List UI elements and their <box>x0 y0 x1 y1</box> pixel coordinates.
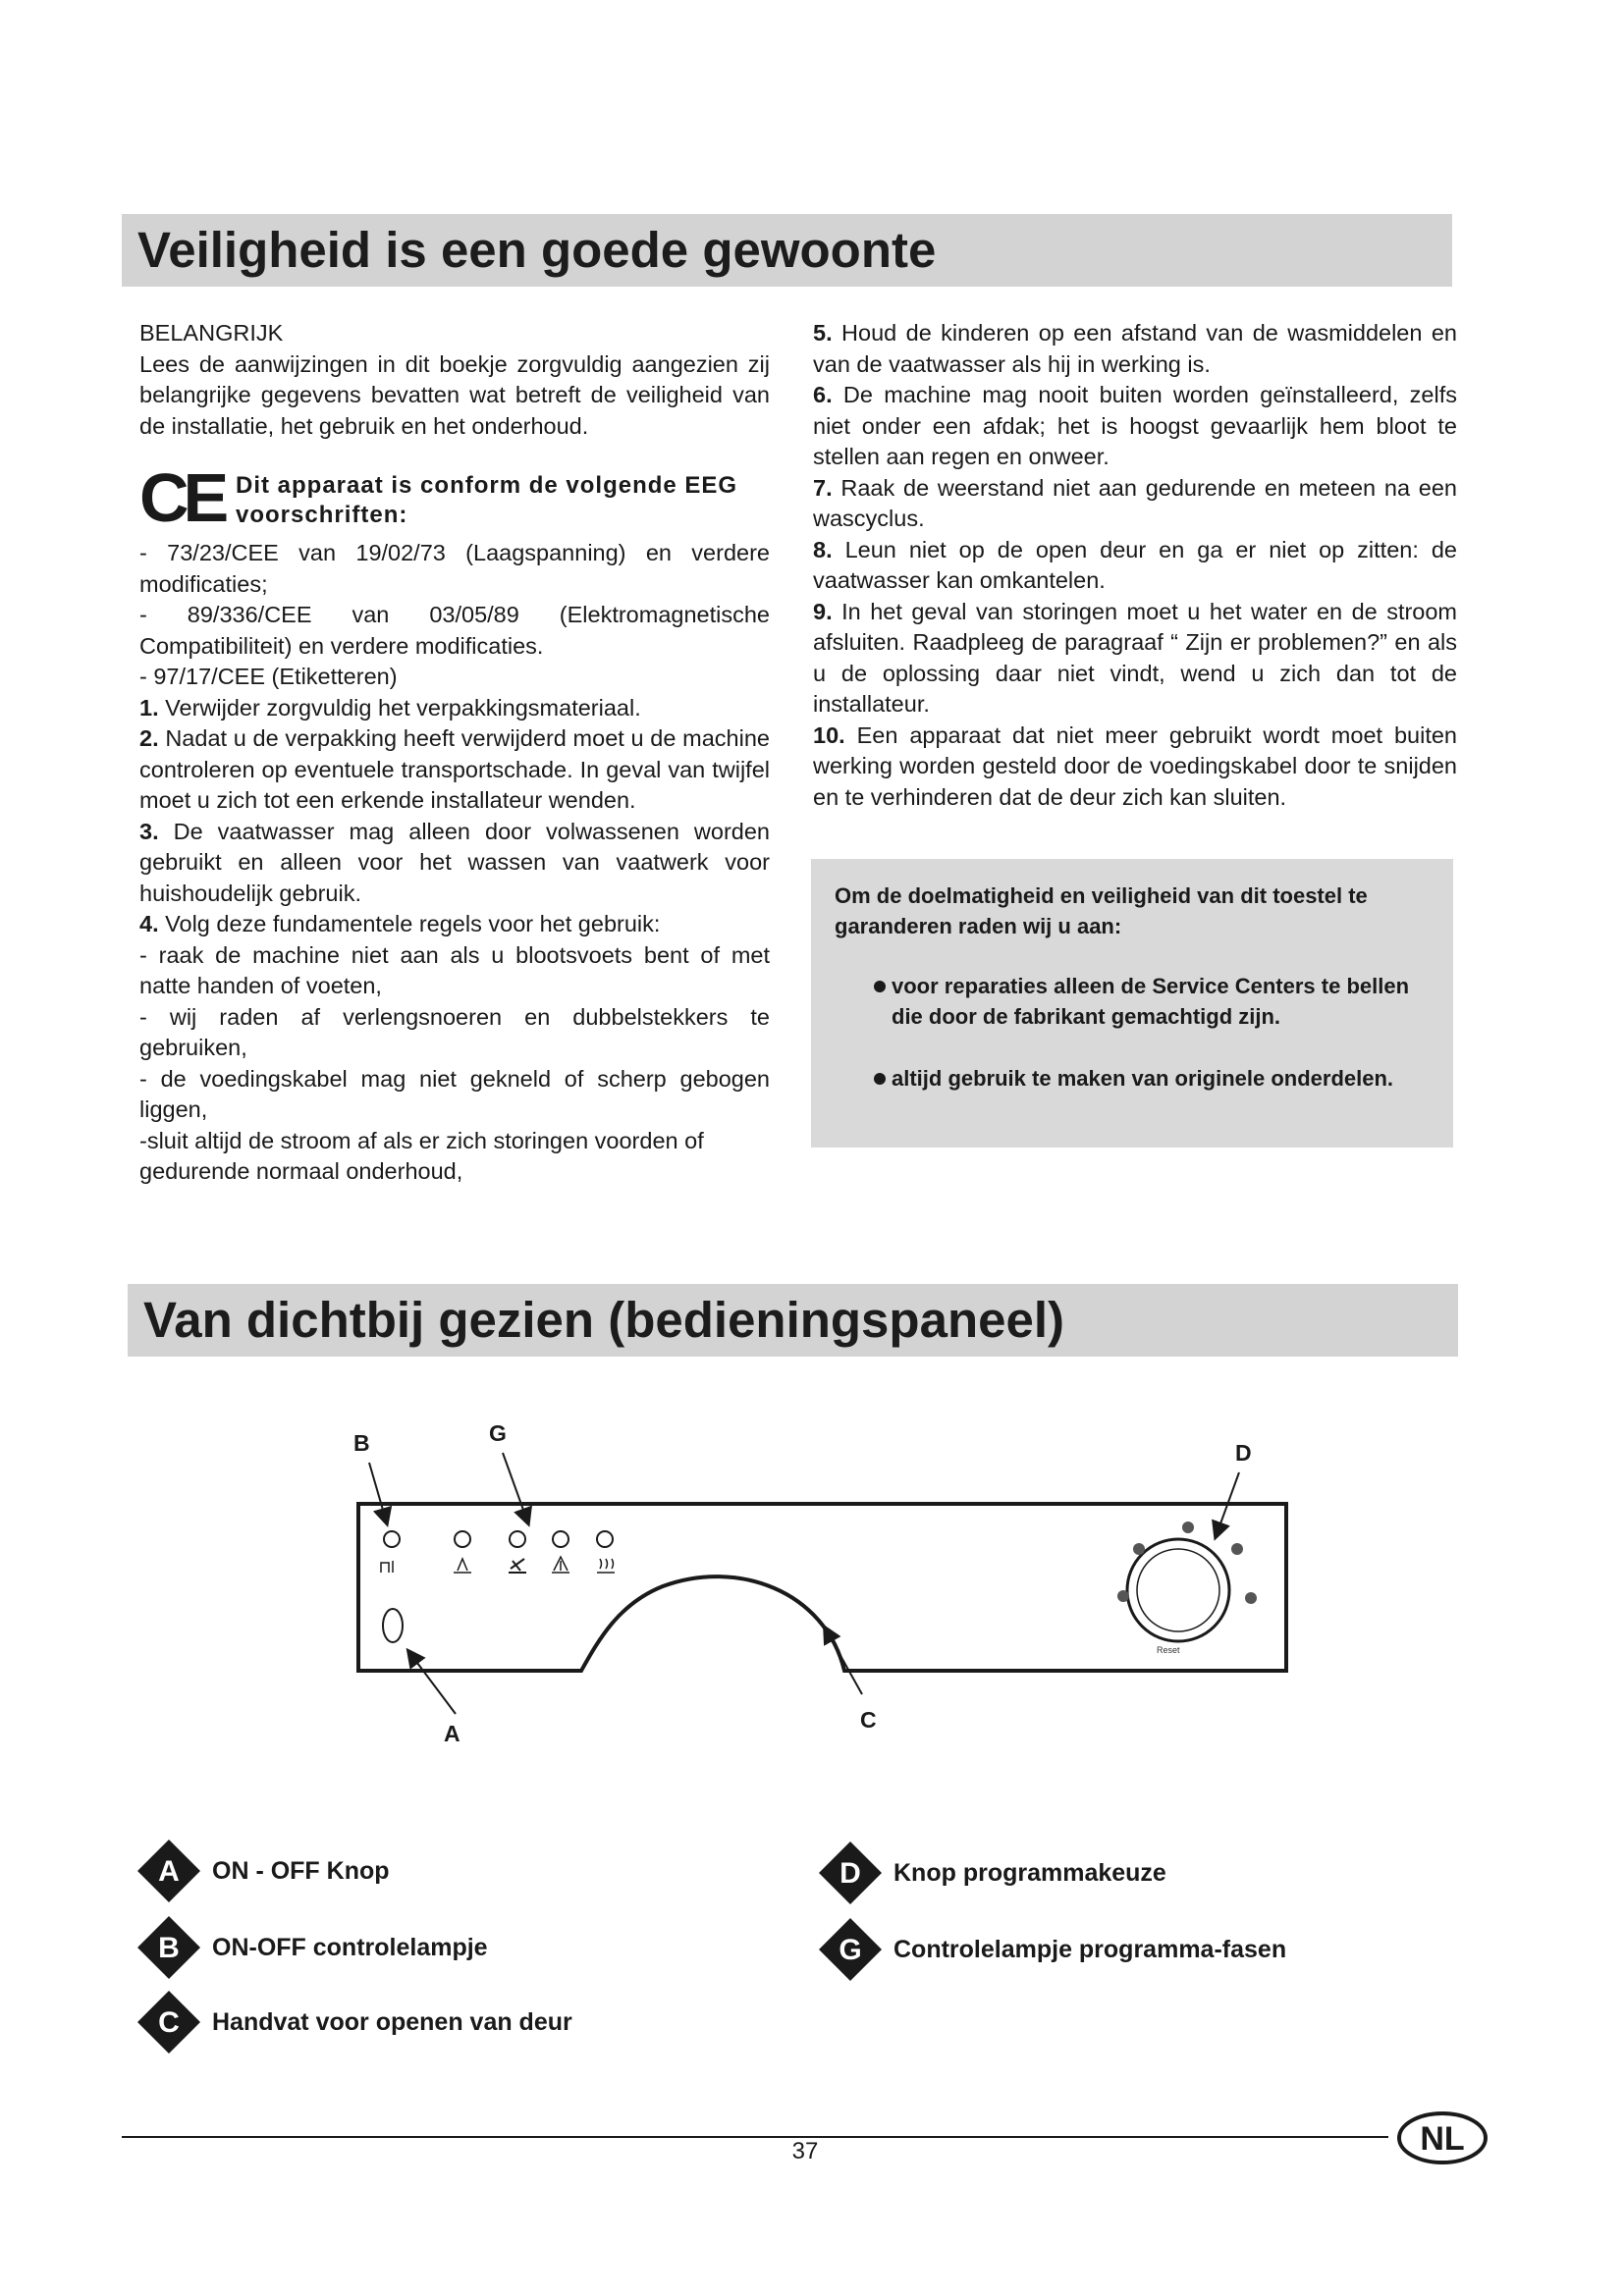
legend-g-badge-icon <box>817 1916 884 1983</box>
callout-d: D <box>1235 1440 1252 1466</box>
ce-mark-icon: CE <box>139 459 224 536</box>
callout-a: A <box>444 1721 460 1746</box>
item-4 <box>139 909 770 940</box>
phase-lamp-1 <box>455 1531 470 1547</box>
legend-c-text: Handvat voor openen van deur <box>212 2008 572 2036</box>
item-7 <box>813 473 1457 535</box>
rule-2: - wij raden af verlengsnoeren en dubbelstekkers te gebruiken, <box>139 1003 770 1060</box>
reset-label: Reset <box>1157 1645 1180 1655</box>
item-1 <box>139 693 770 724</box>
item-4-number: 4. <box>139 911 159 936</box>
leader-c <box>825 1628 862 1694</box>
ce-heading: Dit apparaat is conform de volgende EEG voorschriften: <box>236 472 738 528</box>
on-off-lamp <box>384 1531 400 1547</box>
control-panel-outline <box>358 1504 1286 1671</box>
item-6 <box>813 380 1457 473</box>
legend-b <box>135 1914 685 1983</box>
program-knob-inner <box>1137 1549 1219 1631</box>
legend-b-badge-icon <box>135 1914 202 1981</box>
advice-bullet-2 <box>835 1063 1432 1094</box>
language-badge-text: NL <box>1420 2120 1465 2158</box>
item-9-number: 9. <box>813 598 833 624</box>
language-badge-icon <box>1396 2110 1489 2165</box>
advice-intro: Om de doelmatigheid en veiligheid van dit toestel te garanderen raden wij u aan: <box>835 883 1368 938</box>
safety-right-column <box>813 318 1457 813</box>
item-1-text: Verwijder zorgvuldig het verpakkingsmateriaal. <box>165 694 641 721</box>
legend-d-badge-icon <box>817 1840 884 1906</box>
advice-bullet-1-text: voor reparaties alleen de Service Centers te bellen die door de fabrikant gemachtigd zijn. <box>892 974 1410 1029</box>
legend-c <box>135 1989 685 2057</box>
rinse-symbol-icon <box>552 1557 569 1573</box>
advice-bullet-1 <box>835 971 1432 1032</box>
callout-g: G <box>489 1420 507 1446</box>
directive-1: - 73/23/CEE van 19/02/73 (Laagspanning) en verdere modificaties; <box>139 540 770 597</box>
item-8-text: Leun niet op de open deur en ga er niet op zitten: de vaatwasser kan omkantelen. <box>813 536 1457 593</box>
item-9 <box>813 597 1457 721</box>
safety-section-title: Veiligheid is een goede gewoonte <box>122 214 1452 287</box>
rule-1: - raak de machine niet aan als u blootsvoets bent of met natte handen of voeten, <box>139 941 770 998</box>
item-7-number: 7. <box>813 474 833 501</box>
callout-c: C <box>860 1707 877 1733</box>
item-5-number: 5. <box>813 320 833 346</box>
legend-d <box>817 1840 1406 1908</box>
legend-d-text: Knop programmakeuze <box>893 1859 1166 1887</box>
page-number: 37 <box>791 2138 819 2164</box>
item-9-text: In het geval van storingen moet u het water en de stroom afsluiten. Raadpleeg de paragraaf “ Zijn er problemen?” en als u de oplossing daar niet vindt, wend u zich dan tot de installateur. <box>813 598 1458 717</box>
ce-conformity-block <box>139 459 770 538</box>
legend-c-letter: C <box>158 2006 180 2039</box>
item-5-text: Houd de kinderen op een afstand van de wasmiddelen en van de vaatwasser als hij in werking is. <box>813 320 1458 377</box>
directive-2: - 89/336/CEE van 03/05/89 (Elektromagnetische Compatibiliteit) en verdere modificaties. <box>139 602 770 659</box>
advice-box <box>811 859 1453 1148</box>
rule-4: -sluit altijd de stroom af als er zich storingen voorden of gedurende normaal onderhoud, <box>139 1127 704 1184</box>
dry-symbol-icon <box>597 1559 615 1573</box>
legend-a-text: ON - OFF Knop <box>212 1857 390 1885</box>
item-6-number: 6. <box>813 382 833 407</box>
leader-a <box>408 1651 456 1714</box>
prewash-symbol-icon <box>454 1559 471 1573</box>
item-2-number: 2. <box>139 725 159 751</box>
item-10-text: Een apparaat dat niet meer gebruikt wordt moet buiten werking worden gesteld door de voedingskabel door te snijden en te verhinderen dat de deur zich kan sluiten. <box>813 721 1457 810</box>
item-3-number: 3. <box>139 818 159 844</box>
item-5 <box>813 318 1457 380</box>
intro-paragraph: Lees de aanwijzingen in dit boekje zorgvuldig aangezien zij belangrijke gegevens bevatten wat betreft de veiligheid van de installatie, het gebruik en het onderhoud. <box>139 350 770 439</box>
item-10-number: 10. <box>813 721 845 748</box>
safety-left-column <box>139 318 770 1188</box>
legend-a <box>135 1838 685 1906</box>
control-panel-diagram <box>324 1394 1306 1767</box>
program-symbol-icon <box>1117 1522 1257 1604</box>
legend-g-text: Controlelampje programma-fasen <box>893 1936 1287 1963</box>
item-3 <box>139 817 770 910</box>
phase-lamp-2 <box>510 1531 525 1547</box>
wash-symbol-icon <box>509 1559 526 1573</box>
program-knob-shape <box>1127 1539 1229 1641</box>
leader-g <box>503 1453 528 1523</box>
callout-b: B <box>353 1430 370 1456</box>
item-3-text: De vaatwasser mag alleen door volwassenen worden gebruikt en alleen voor het wassen van vaatwerk voor huishoudelijk gebruik. <box>139 818 770 906</box>
legend-b-letter: B <box>158 1932 180 1964</box>
directive-3: - 97/17/CEE (Etiketteren) <box>139 664 398 689</box>
item-1-number: 1. <box>139 694 159 721</box>
item-6-text: De machine mag nooit buiten worden geïnstalleerd, zelfs niet onder een afdak; het is hoogst gevaarlijk hem bloot te stellen aan regen en onweer. <box>813 382 1457 469</box>
legend-a-letter: A <box>158 1855 180 1888</box>
important-heading: BELANGRIJK <box>139 320 284 346</box>
item-2 <box>139 723 770 817</box>
legend-g-letter: G <box>839 1934 862 1966</box>
item-2-text: Nadat u de verpakking heeft verwijderd moet u de machine controleren op eventuele transportschade. In geval van twijfel moet u zich tot een erkende installateur wenden. <box>139 725 770 813</box>
item-10 <box>813 721 1457 814</box>
legend-c-badge-icon <box>135 1989 202 2056</box>
legend-g <box>817 1916 1406 1985</box>
control-panel-section-title: Van dichtbij gezien (bedieningspaneel) <box>128 1284 1458 1357</box>
item-8-number: 8. <box>813 536 833 562</box>
legend-d-letter: D <box>839 1857 861 1890</box>
bullet-icon <box>874 1073 886 1085</box>
item-8 <box>813 535 1457 597</box>
power-symbol-icon <box>381 1561 393 1573</box>
footer-rule <box>122 2136 1388 2138</box>
rule-3: - de voedingskabel mag niet gekneld of scherp gebogen liggen, <box>139 1065 770 1122</box>
on-off-button-shape <box>383 1609 403 1642</box>
phase-lamp-3 <box>553 1531 568 1547</box>
item-4-text: Volg deze fundamentele regels voor het gebruik: <box>165 911 661 936</box>
bullet-icon <box>874 981 886 992</box>
item-7-text: Raak de weerstand niet aan gedurende en meteen na een wascyclus. <box>813 474 1457 531</box>
phase-lamp-4 <box>597 1531 613 1547</box>
legend-a-badge-icon <box>135 1838 202 1904</box>
advice-bullet-2-text: altijd gebruik te maken van originele onderdelen. <box>892 1066 1394 1091</box>
leader-b <box>369 1463 387 1523</box>
legend-b-text: ON-OFF controlelampje <box>212 1934 488 1961</box>
